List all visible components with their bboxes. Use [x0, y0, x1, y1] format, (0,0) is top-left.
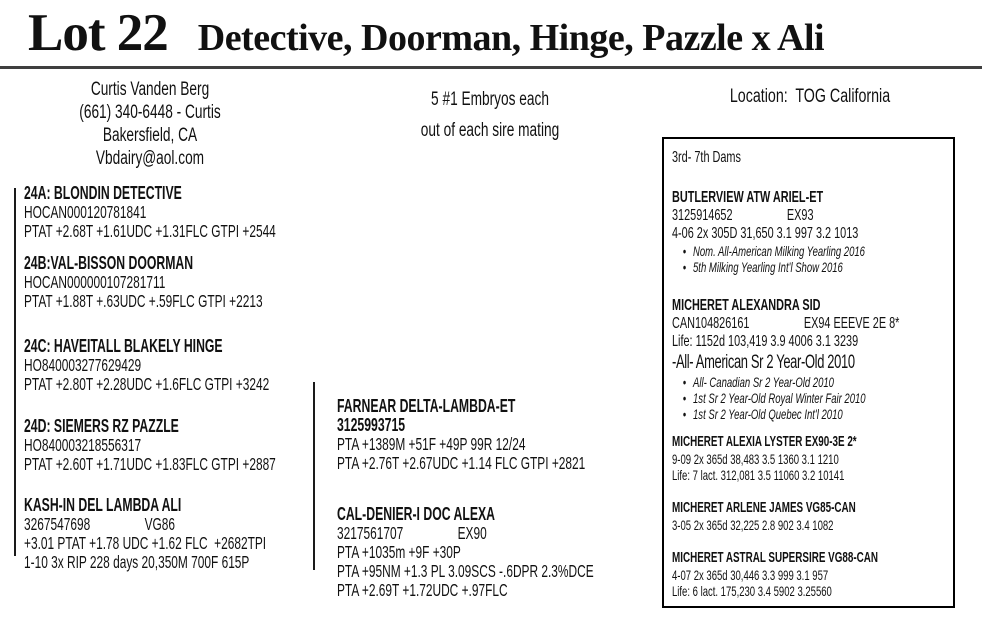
sire-entry-24c — [24, 337, 269, 394]
dam-record: 4-06 2x 305D 31,650 3.1 997 3.2 1013 — [672, 225, 859, 242]
second-dam-entry — [337, 505, 594, 600]
sire-proof: PTAT +1.88T +.63UDC +.59FLC GTPI +2213 — [24, 291, 263, 311]
offer-line-1: 5 #1 Embryos each — [431, 89, 549, 110]
lot-number: Lot 22 — [28, 4, 168, 62]
second-dam-proof-line: PTA +2.69T +1.72UDC +.97FLC — [337, 580, 508, 600]
dam-name: BUTLERVIEW ATW ARIEL-ET — [672, 189, 824, 206]
sire-name: 24D: SIEMERS RZ PAZZLE — [24, 416, 179, 436]
dam-name: MICHERET ASTRAL SUPERSIRE VG88-CAN — [672, 550, 878, 566]
dam-score: EX94 EEEVE 2E 8* — [803, 315, 900, 332]
dam-reg: 3125993715 — [337, 415, 406, 435]
left-column-divider — [14, 188, 16, 556]
dam-reg-line — [672, 315, 899, 333]
dam-name: FARNEAR DELTA-LAMBDA-ET — [337, 396, 516, 416]
dam-4th-entry — [672, 297, 899, 422]
dams-box-title: 3rd- 7th Dams — [672, 149, 741, 166]
sire-reg: HO840003218556317 — [24, 435, 142, 455]
dam-name: MICHERET ALEXANDRA SID — [672, 297, 821, 314]
dam-reg: CAN104826161 — [672, 315, 750, 332]
dam-proof-line: PTA +1389M +51F +49P 99R 12/24 — [337, 434, 526, 454]
dam-record: 3-05 2x 365d 32,225 2.8 902 3.4 1082 — [672, 517, 834, 533]
dam-record: Life: 7 lact. 312,081 3.5 11060 3.2 10141 — [672, 467, 845, 483]
dam-reg: 3125914652 — [672, 207, 733, 224]
dam-reg-line — [672, 207, 865, 225]
second-dam-reg: 3217561707 — [337, 523, 404, 543]
page-title: Detective, Doorman, Hinge, Pazzle x Ali — [197, 17, 825, 59]
second-dam-name: CAL-DENIER-I DOC ALEXA — [337, 504, 495, 524]
dam-record: Life: 6 lact. 175,230 3.4 5902 3.25560 — [672, 583, 832, 599]
dams-box — [662, 137, 955, 608]
dam-7th-entry — [672, 550, 878, 599]
contact-email: Vbdairy@aol.com — [95, 148, 205, 169]
dam-award-highlight: -All- American Sr 2 Year-Old 2010 — [672, 352, 855, 373]
sire-reg: HO840003277629429 — [24, 355, 142, 375]
dam-proof-line: PTA +2.76T +2.67UDC +1.14 FLC GTPI +2821 — [337, 453, 586, 473]
sire-reg: HOCAN000000107281711 — [24, 272, 166, 292]
dam-award: • 1st Sr 2 Year-Old Royal Winter Fair 2010 — [672, 390, 899, 406]
second-dam-proof-line: PTA +95NM +1.3 PL 3.09SCS -.6DPR 2.3%DCE — [337, 561, 594, 581]
sire-entry-24b — [24, 254, 263, 311]
sire-entry-24a — [24, 184, 276, 241]
page-header — [28, 0, 824, 66]
donor-entry — [24, 496, 266, 572]
contact-name: Curtis Vanden Berg — [90, 79, 210, 100]
sire-entry-24d — [24, 417, 276, 474]
dam-award: • 1st Sr 2 Year-Old Quebec Int'l 2010 — [672, 406, 899, 422]
dam-5th-entry — [672, 434, 857, 483]
header-rule — [0, 66, 982, 69]
dam-entry — [337, 397, 585, 473]
dam-award: • Nom. All-American Milking Yearling 2016 — [672, 243, 865, 259]
sire-proof: PTAT +2.68T +1.61UDC +1.31FLC GTPI +2544 — [24, 221, 276, 241]
dam-6th-entry — [672, 500, 856, 533]
contact-phone: (661) 340-6448 - Curtis — [79, 102, 221, 123]
donor-score: VG86 — [144, 514, 176, 534]
sire-proof: PTAT +2.60T +1.71UDC +1.83FLC GTPI +2887 — [24, 454, 276, 474]
donor-name: KASH-IN DEL LAMBDA ALI — [24, 495, 182, 515]
sire-name: 24B:VAL-BISSON DOORMAN — [24, 253, 194, 273]
contact-city: Bakersfield, CA — [102, 125, 198, 146]
sire-reg: HOCAN000120781841 — [24, 202, 147, 222]
dam-name: MICHERET ALEXIA LYSTER EX90-3E 2* — [672, 434, 857, 450]
dam-3rd-entry — [672, 189, 865, 275]
offer-line-2: out of each sire mating — [420, 120, 560, 141]
middle-column-divider — [313, 382, 315, 570]
donor-reg: 3267547698 — [24, 514, 91, 534]
sire-proof: PTAT +2.80T +2.28UDC +1.6FLC GTPI +3242 — [24, 374, 270, 394]
sire-name: 24C: HAVEITALL BLAKELY HINGE — [24, 336, 223, 356]
dam-record: 9-09 2x 365d 38,483 3.5 1360 3.1 1210 — [672, 451, 839, 467]
second-dam-proof-line: PTA +1035m +9F +30P — [337, 542, 461, 562]
dam-award: • All- Canadian Sr 2 Year-Old 2010 — [672, 374, 899, 390]
donor-record: 1-10 3x RIP 228 days 20,350M 700F 615P — [24, 552, 250, 572]
offer-note — [389, 84, 591, 146]
dam-record: Life: 1152d 103,419 3.9 4006 3.1 3239 — [672, 333, 859, 350]
sire-name: 24A: BLONDIN DETECTIVE — [24, 183, 182, 203]
dam-score: EX93 — [786, 207, 814, 224]
dam-record: 4-07 2x 365d 30,446 3.3 999 3.1 957 — [672, 567, 829, 583]
donor-reg-line — [24, 515, 266, 534]
contact-block — [42, 78, 258, 170]
dam-name: MICHERET ARLENE JAMES VG85-CAN — [672, 500, 856, 516]
second-dam-score: EX90 — [457, 523, 487, 543]
donor-proof: +3.01 PTAT +1.78 UDC +1.62 FLC +2682TPI — [24, 533, 267, 553]
second-dam-reg-line — [337, 524, 594, 543]
dam-award: • 5th Milking Yearling Int'l Show 2016 — [672, 259, 865, 275]
location-label: Location: TOG California — [729, 86, 891, 107]
